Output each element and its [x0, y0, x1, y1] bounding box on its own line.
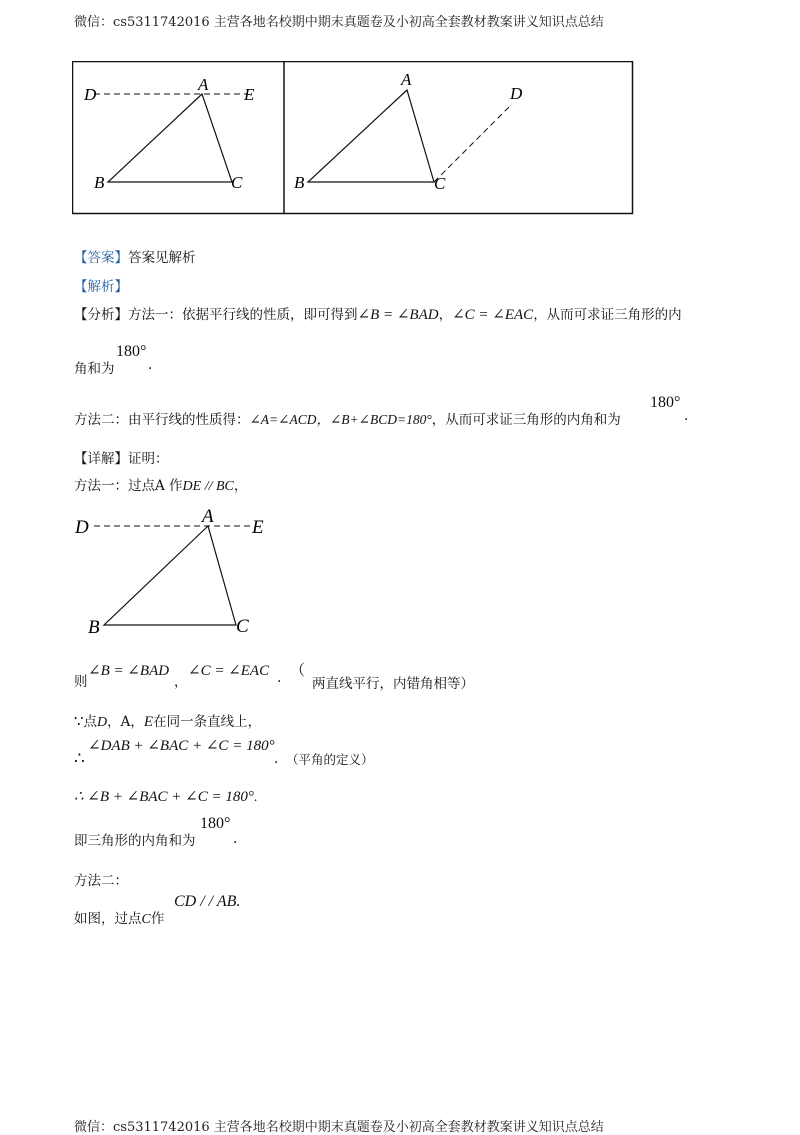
method1-text: 方法一：过点A 作	[74, 478, 183, 494]
method2-summary-text-1: 方法二：由平行线的性质得：	[74, 412, 250, 428]
therefore1-reason: （平角的定义）	[286, 752, 374, 767]
rutu-math: CD / / AB.	[174, 893, 241, 910]
label-b-right: B	[294, 173, 305, 192]
therefore1-end: .	[274, 751, 279, 767]
answer-tag: 【答案】	[74, 250, 128, 266]
label-c-mid: C	[236, 616, 249, 637]
method2-summary	[74, 408, 621, 428]
fenxi-math-1: ∠B = ∠BAD	[357, 307, 439, 323]
triangle-abc-mid	[104, 526, 236, 625]
label-c-right: C	[434, 174, 446, 193]
because-text-2: ，A，	[107, 714, 144, 730]
label-a: A	[198, 75, 209, 94]
page-footer: 微信：cs5311742016 主营各地名校期中期末真题卷及小初高全套教材教案讲义知识点总结	[74, 1120, 604, 1135]
label-e-mid: E	[252, 517, 264, 538]
label-b: B	[94, 173, 105, 192]
rutu-c: C	[141, 912, 151, 927]
detail-text: 证明：	[128, 451, 169, 467]
therefore1-math: ∠DAB + ∠BAC + ∠C = 180°	[88, 738, 275, 754]
therefore-symbol-1: ∴	[74, 749, 85, 768]
method1-math: DE // BC	[182, 479, 234, 494]
method1-line	[74, 474, 247, 495]
label-d: D	[84, 85, 97, 104]
because-e: E	[143, 714, 154, 730]
method2-title: 方法二：	[74, 873, 128, 889]
middle-figure	[72, 505, 287, 637]
label-e: E	[244, 85, 255, 104]
label-d-right: D	[510, 84, 523, 103]
fenxi-line-1	[74, 303, 682, 324]
because-symbol: ∵	[74, 714, 84, 730]
then-math-1: ∠B = ∠BAD	[88, 663, 170, 679]
fenxi-line-2-end: .	[148, 357, 153, 373]
method2-summary-deg: 180°	[650, 394, 681, 411]
therefore2-end: .	[253, 789, 258, 804]
because-line	[74, 710, 261, 731]
because-d: D	[97, 715, 108, 730]
label-c: C	[231, 173, 243, 192]
fenxi-line-2-text: 角和为	[74, 361, 115, 377]
answer-line	[74, 246, 196, 266]
method1-end: ，	[233, 478, 248, 494]
label-b-mid: B	[88, 617, 100, 637]
fenxi-line-2-deg: 180°	[116, 343, 147, 360]
label-a-right: A	[401, 70, 412, 89]
rutu-line	[74, 907, 164, 928]
conclusion-text: 即三角形的内角和为	[74, 833, 196, 849]
then-paren: （	[290, 663, 306, 679]
top-figure	[72, 61, 634, 215]
line-cd-dashed	[434, 104, 512, 182]
fenxi-text-1: 方法一：依据平行线的性质，即可得到	[128, 307, 358, 323]
page-header: 微信：cs5311742016 主营各地名校期中期末真题卷及小初高全套教材教案讲义知识点总结	[74, 15, 604, 30]
fenxi-sep: ，	[438, 307, 453, 323]
triangle-abc-right	[308, 90, 434, 182]
analysis-tag: 【解析】	[74, 279, 128, 295]
conclusion-end: .	[233, 831, 238, 847]
because-text-3: 在同一条直线上，	[153, 714, 262, 730]
therefore2-math	[74, 787, 257, 806]
fenxi-math-2: ∠C = ∠EAC	[452, 307, 534, 323]
then-sep: ，	[174, 674, 188, 690]
answer-text: 答案见解析	[128, 250, 196, 266]
detail-tag: 【详解】	[74, 451, 128, 467]
because-text-1: 点	[83, 714, 98, 730]
conclusion-deg: 180°	[200, 815, 231, 832]
method2-summary-text-2: ，从而可求证三角形的内角和为	[431, 412, 621, 428]
then-ze: 则	[74, 674, 88, 690]
then-dot: .	[277, 670, 282, 686]
rutu-zuo: 作	[150, 911, 165, 927]
triangle-abc	[108, 94, 232, 182]
fenxi-tag: 【分析】	[74, 307, 128, 323]
label-d-mid: D	[75, 517, 89, 538]
label-a-mid: A	[202, 506, 214, 527]
then-reason: 两直线平行，内错角相等）	[312, 676, 474, 692]
therefore2-math-text: ∴ ∠B + ∠BAC + ∠C = 180°	[74, 789, 254, 805]
fenxi-text-2: ，从而可求证三角形的内	[533, 307, 682, 323]
method2-summary-end: .	[684, 408, 689, 424]
detail-line	[74, 447, 169, 467]
figure-frame	[73, 62, 633, 214]
rutu-text: 如图，过点	[74, 911, 142, 927]
then-math-2: ∠C = ∠EAC	[188, 663, 270, 679]
method2-summary-math: ∠A=∠ACD，∠B+∠BCD=180°	[249, 412, 432, 427]
